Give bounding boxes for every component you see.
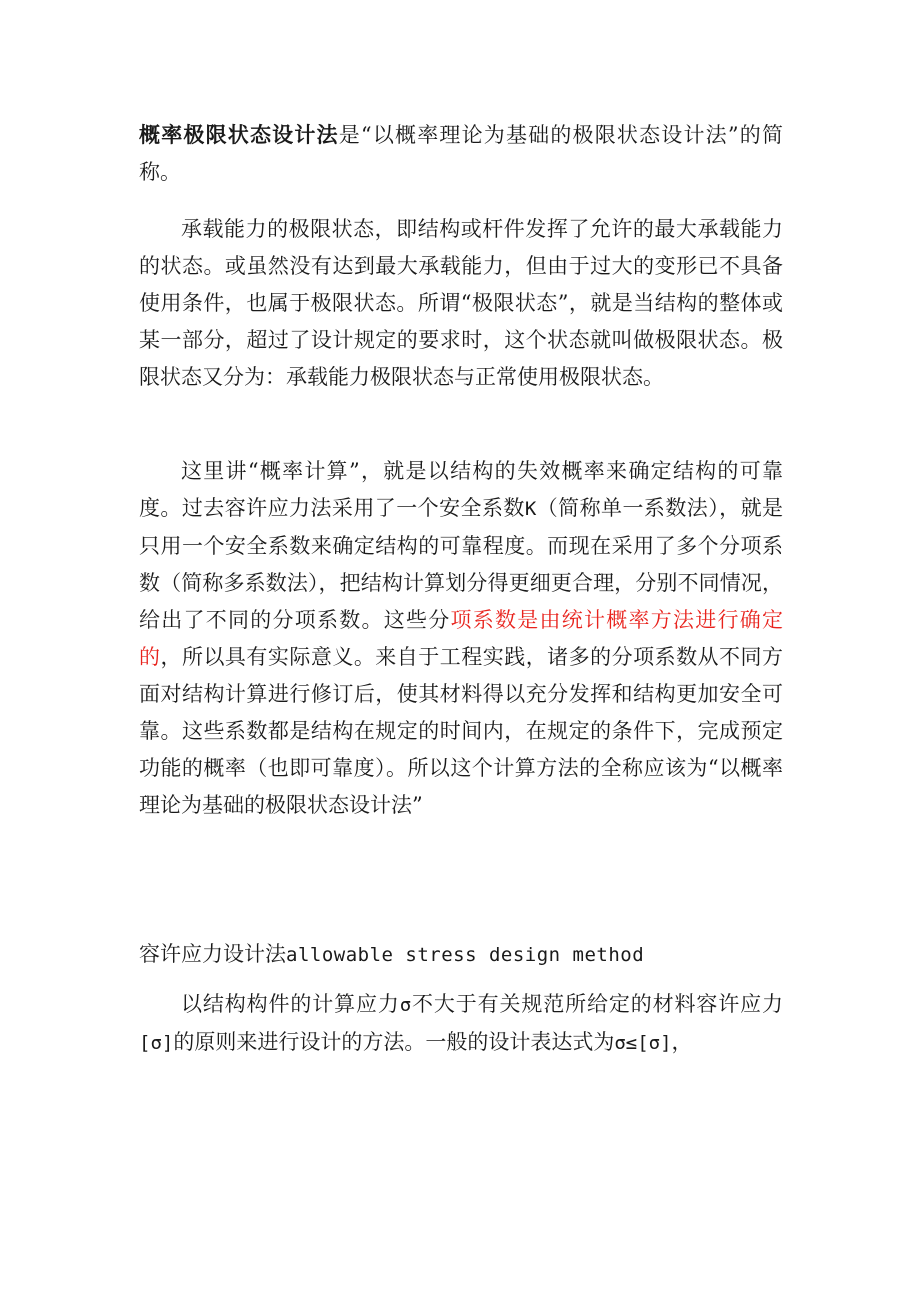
allowable-stress-symbol: [σ] — [139, 1032, 174, 1054]
method-text-part-1: 以结构构件的计算应力 — [181, 992, 400, 1016]
definition-text: 是“以概率理论为基础的极限状态设计法”的简称。 — [139, 123, 783, 184]
sigma-symbol: σ — [399, 994, 412, 1016]
limit-states-text: 承载能力的极限状态，即结构或杆件发挥了允许的最大承载能力的状态。或虽然没有达到最大承载能力，但由于过大的变形已不具备使用条件，也属于极限状态。所谓“极限状态”，就是当结构的整体或某一部分，超过了设计规定的要求时，这个状态就叫做极限状态。极限状态又分为：承载能力极限状态与正常使用极限状态。 — [139, 217, 783, 389]
design-expression: σ≤[σ] — [614, 1032, 672, 1054]
paragraph-definition — [139, 116, 783, 191]
paragraph-probability-calculation — [139, 453, 783, 824]
paragraph-allowable-stress-method — [139, 986, 783, 1062]
method-text-part-4: ， — [671, 1030, 693, 1054]
highlighted-text: 项系数是由统计概率方法进行确定的 — [139, 608, 783, 669]
probability-text-part-1: 这里讲“概率计算”，就是以结构的失效概率来确定结构的可靠度。过去容许应力法采用了一个安全系数 — [139, 459, 783, 520]
defined-term: 概率极限状态设计法 — [139, 122, 339, 147]
probability-text-part-3: ，所以具有实际意义。来自于工程实践，诸多的分项系数从不同方面对结构计算进行修订后，使其材料得以充分发挥和结构更加安全可靠。这些系数都是结构在规定的时间内，在规定的条件下，完成预定功能的概率（也即可靠度）。所以这个计算方法的全称应该为“以概率理论为基础的极限状态设计法” — [139, 645, 783, 817]
safety-factor-symbol: K — [524, 498, 537, 520]
method-text-part-2: 不大于有关规范所给定的材料容许应力 — [411, 992, 784, 1016]
method-text-part-3: 的原则来进行设计的方法。一般的设计表达式为 — [173, 1030, 615, 1054]
probability-text-part-2: （简称单一系数法），就是只用一个安全系数来确定结构的可靠程度。而现在采用了多个分项系数（简称多系数法），把结构计算划分得更细更合理，分别不同情况，给出了不同的分项系数。这些分 — [139, 496, 783, 632]
heading-term-english: allowable stress design method — [286, 944, 645, 966]
heading-allowable-stress — [139, 936, 783, 974]
paragraph-limit-states — [139, 211, 783, 396]
heading-term-chinese: 容许应力设计法 — [139, 942, 286, 966]
